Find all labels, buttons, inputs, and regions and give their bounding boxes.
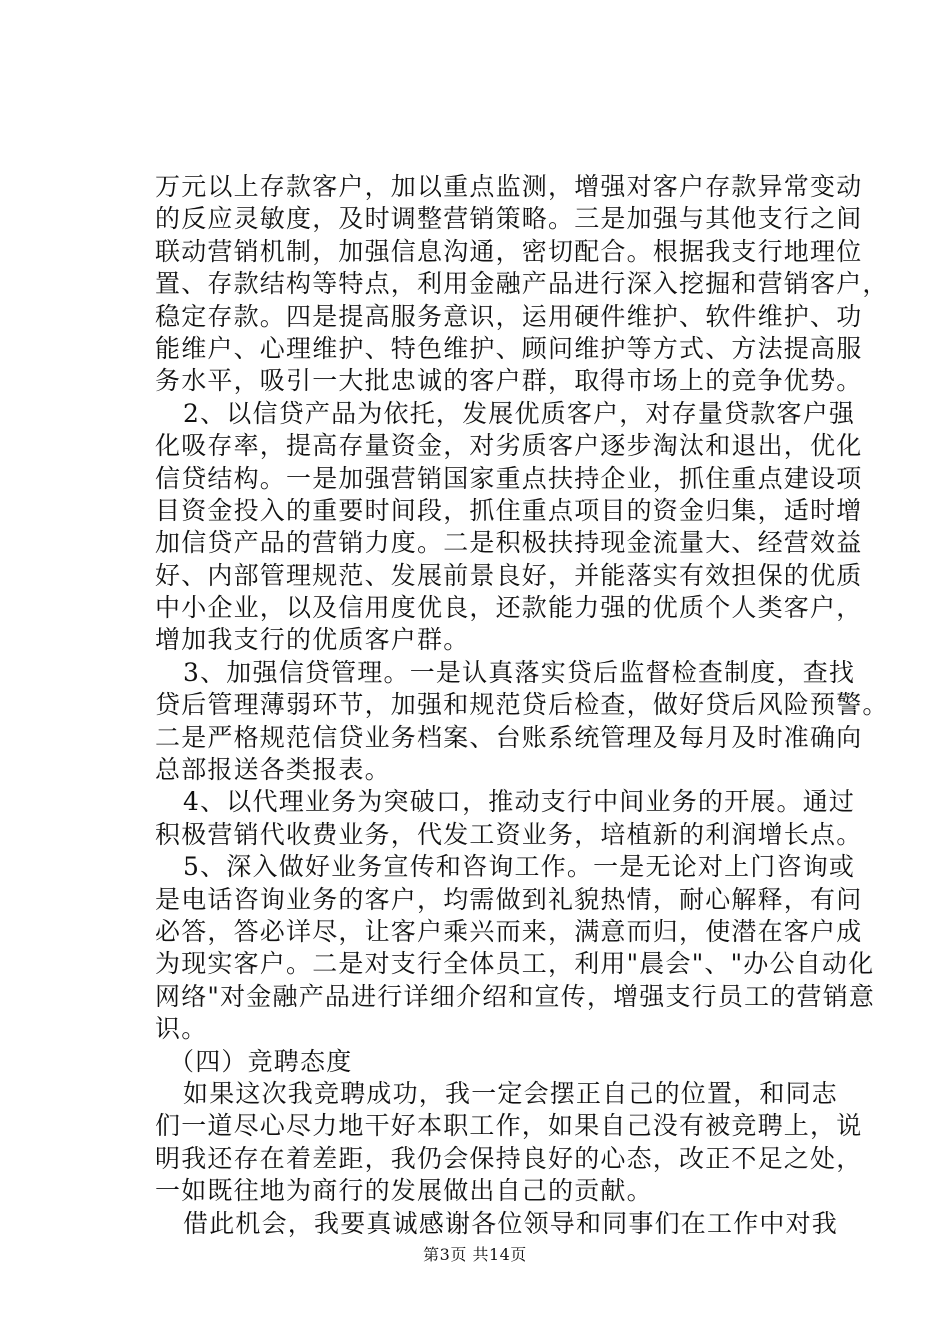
text-line: 信贷结构。一是加强营销国家重点扶持企业，抓住重点建设项 bbox=[155, 463, 863, 493]
text-line: 联动营销机制，加强信息沟通，密切配合。根据我支行地理位 bbox=[155, 236, 863, 266]
text-line: 化吸存率，提高存量资金，对劣质客户逐步淘汰和退出，优化 bbox=[155, 431, 863, 461]
text-line: 4、以代理业务为突破口，推动支行中间业务的开展。通过 bbox=[183, 787, 856, 817]
text-line: 3、加强信贷管理。一是认真落实贷后监督检查制度，查找 bbox=[183, 657, 856, 687]
text-line: 目资金投入的重要时间段，抓住重点项目的资金归集，适时增 bbox=[155, 495, 863, 525]
text-line: 为现实客户。二是对支行全体员工，利用"晨会"、"办公自动化 bbox=[155, 949, 875, 979]
text-line: 如果这次我竞聘成功，我一定会摆正自己的位置，和同志 bbox=[183, 1078, 839, 1108]
text-line: 好、内部管理规范、发展前景良好，并能落实有效担保的优质 bbox=[155, 560, 863, 590]
text-line: 稳定存款。四是提高服务意识，运用硬件维护、软件维护、功 bbox=[155, 301, 863, 331]
page-number-footer: 第3页 共14页 bbox=[423, 1245, 527, 1264]
text-line: 明我还存在着差距，我仍会保持良好的心态，改正不足之处， bbox=[155, 1143, 863, 1173]
text-line: 识。 bbox=[155, 1014, 208, 1044]
text-line: 一如既往地为商行的发展做出自己的贡献。 bbox=[155, 1176, 653, 1206]
text-line: 2、以信贷产品为依托，发展优质客户，对存量贷款客户强 bbox=[183, 398, 856, 428]
text-line: 万元以上存款客户，加以重点监测，增强对客户存款异常变动 bbox=[155, 172, 863, 201]
text-line: 积极营销代收费业务，代发工资业务，培植新的利润增长点。 bbox=[155, 819, 863, 849]
text-line: 能维户、心理维护、特色维护、顾问维护等方式、方法提高服 bbox=[155, 333, 863, 363]
text-line: 是电话咨询业务的客户，均需做到礼貌热情，耐心解释，有问 bbox=[155, 884, 863, 914]
text-line: 借此机会，我要真诚感谢各位领导和同事们在工作中对我 bbox=[183, 1208, 839, 1238]
document-body bbox=[155, 171, 889, 1240]
text-line: 二是严格规范信贷业务档案、台账系统管理及每月及时准确向 bbox=[155, 722, 863, 752]
text-line: 网络"对金融产品进行详细介绍和宣传，增强支行员工的营销意 bbox=[155, 981, 876, 1011]
section-heading: （四）竞聘态度 bbox=[169, 1046, 353, 1076]
text-line: 加信贷产品的营销力度。二是积极扶持现金流量大、经营效益 bbox=[155, 528, 863, 558]
text-line: 增加我支行的优质客户群。 bbox=[155, 625, 470, 655]
text-line: 置、存款结构等特点，利用金融产品进行深入挖掘和营销客户， bbox=[155, 269, 889, 299]
text-line: 总部报送各类报表。 bbox=[155, 755, 391, 785]
text-line: 务水平，吸引一大批忠诚的客户群，取得市场上的竞争优势。 bbox=[155, 366, 863, 396]
text-line: 的反应灵敏度，及时调整营销策略。三是加强与其他支行之间 bbox=[155, 204, 863, 234]
text-line: 中小企业，以及信用度优良，还款能力强的优质个人类客户， bbox=[155, 593, 863, 623]
text-line: 必答，答必详尽，让客户乘兴而来，满意而归，使潜在客户成 bbox=[155, 916, 863, 946]
text-line: 贷后管理薄弱环节，加强和规范贷后检查，做好贷后风险预警。 bbox=[155, 690, 889, 720]
text-line: 们一道尽心尽力地干好本职工作，如果自己没有被竞聘上，说 bbox=[155, 1111, 863, 1141]
text-line: 5、深入做好业务宣传和咨询工作。一是无论对上门咨询或 bbox=[183, 852, 856, 882]
